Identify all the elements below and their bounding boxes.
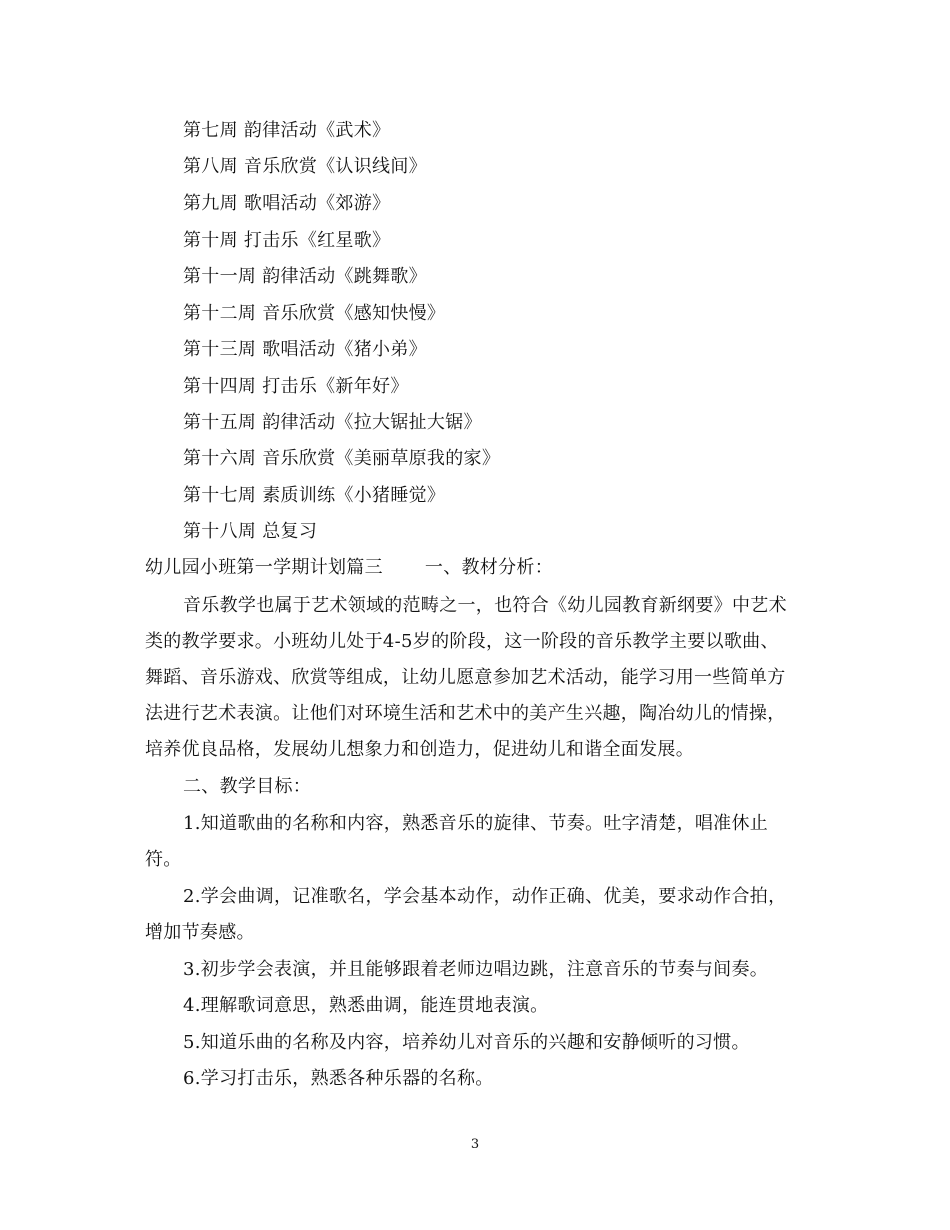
goal-item-5: 5.知道乐曲的名称及内容，培养幼儿对音乐的兴趣和安静倾听的习惯。 xyxy=(183,1032,750,1053)
schedule-week-7: 第七周 韵律活动《武术》 xyxy=(183,120,391,141)
schedule-week-13: 第十三周 歌唱活动《猪小弟》 xyxy=(183,339,427,360)
goal-item-2: 2.学会曲调，记准歌名，学会基本动作，动作正确、优美，要求动作合拍， xyxy=(183,886,787,907)
goal-item-6: 6.学习打击乐，熟悉各种乐器的名称。 xyxy=(183,1068,494,1089)
section-title: 幼儿园小班第一学期计划篇三 xyxy=(145,557,383,578)
analysis-paragraph-line: 法进行艺术表演。让他们对环境生活和艺术中的美产生兴趣，陶冶幼儿的情操， xyxy=(145,703,786,724)
goal-item-1: 1.知道歌曲的名称和内容，熟悉音乐的旋律、节奏。吐字清楚，唱准休止 xyxy=(183,813,769,834)
analysis-paragraph-line: 培养优良品格，发展幼儿想象力和创造力，促进幼儿和谐全面发展。 xyxy=(145,739,694,760)
analysis-paragraph-line: 类的教学要求。小班幼儿处于4-5岁的阶段，这一阶段的音乐教学主要以歌曲、 xyxy=(145,631,779,652)
schedule-week-14: 第十四周 打击乐《新年好》 xyxy=(183,376,409,397)
analysis-paragraph-line: 舞蹈、音乐游戏、欣赏等组成，让幼儿愿意参加艺术活动，能学习用一些简单方 xyxy=(145,667,786,688)
schedule-week-17: 第十七周 素质训练《小猪睡觉》 xyxy=(183,485,446,506)
section-heading xyxy=(145,556,553,580)
schedule-week-18: 第十八周 总复习 xyxy=(183,521,318,542)
section-subtitle: 一、教材分析： xyxy=(424,557,554,578)
schedule-week-11: 第十一周 韵律活动《跳舞歌》 xyxy=(183,266,427,287)
schedule-week-16: 第十六周 音乐欣赏《美丽草原我的家》 xyxy=(183,448,501,469)
goal-item-2-continued: 增加节奏感。 xyxy=(145,922,255,943)
schedule-week-9: 第九周 歌唱活动《郊游》 xyxy=(183,193,391,214)
goal-item-1-continued: 符。 xyxy=(145,849,182,870)
schedule-week-10: 第十周 打击乐《红星歌》 xyxy=(183,230,391,251)
goal-item-3: 3.初步学会表演，并且能够跟着老师边唱边跳，注意音乐的节奏与间奏。 xyxy=(183,959,769,980)
goal-item-4: 4.理解歌词意思，熟悉曲调，能连贯地表演。 xyxy=(183,995,549,1016)
schedule-week-12: 第十二周 音乐欣赏《感知快慢》 xyxy=(183,303,446,324)
schedule-week-8: 第八周 音乐欣赏《认识线间》 xyxy=(183,156,427,177)
page-number: 3 xyxy=(470,1137,480,1152)
analysis-paragraph-line: 音乐教学也属于艺术领域的范畴之一，也符合《幼儿园教育新纲要》中艺术 xyxy=(183,595,787,616)
schedule-week-15: 第十五周 韵律活动《拉大锯扯大锯》 xyxy=(183,412,482,433)
goals-heading: 二、教学目标： xyxy=(183,776,312,797)
